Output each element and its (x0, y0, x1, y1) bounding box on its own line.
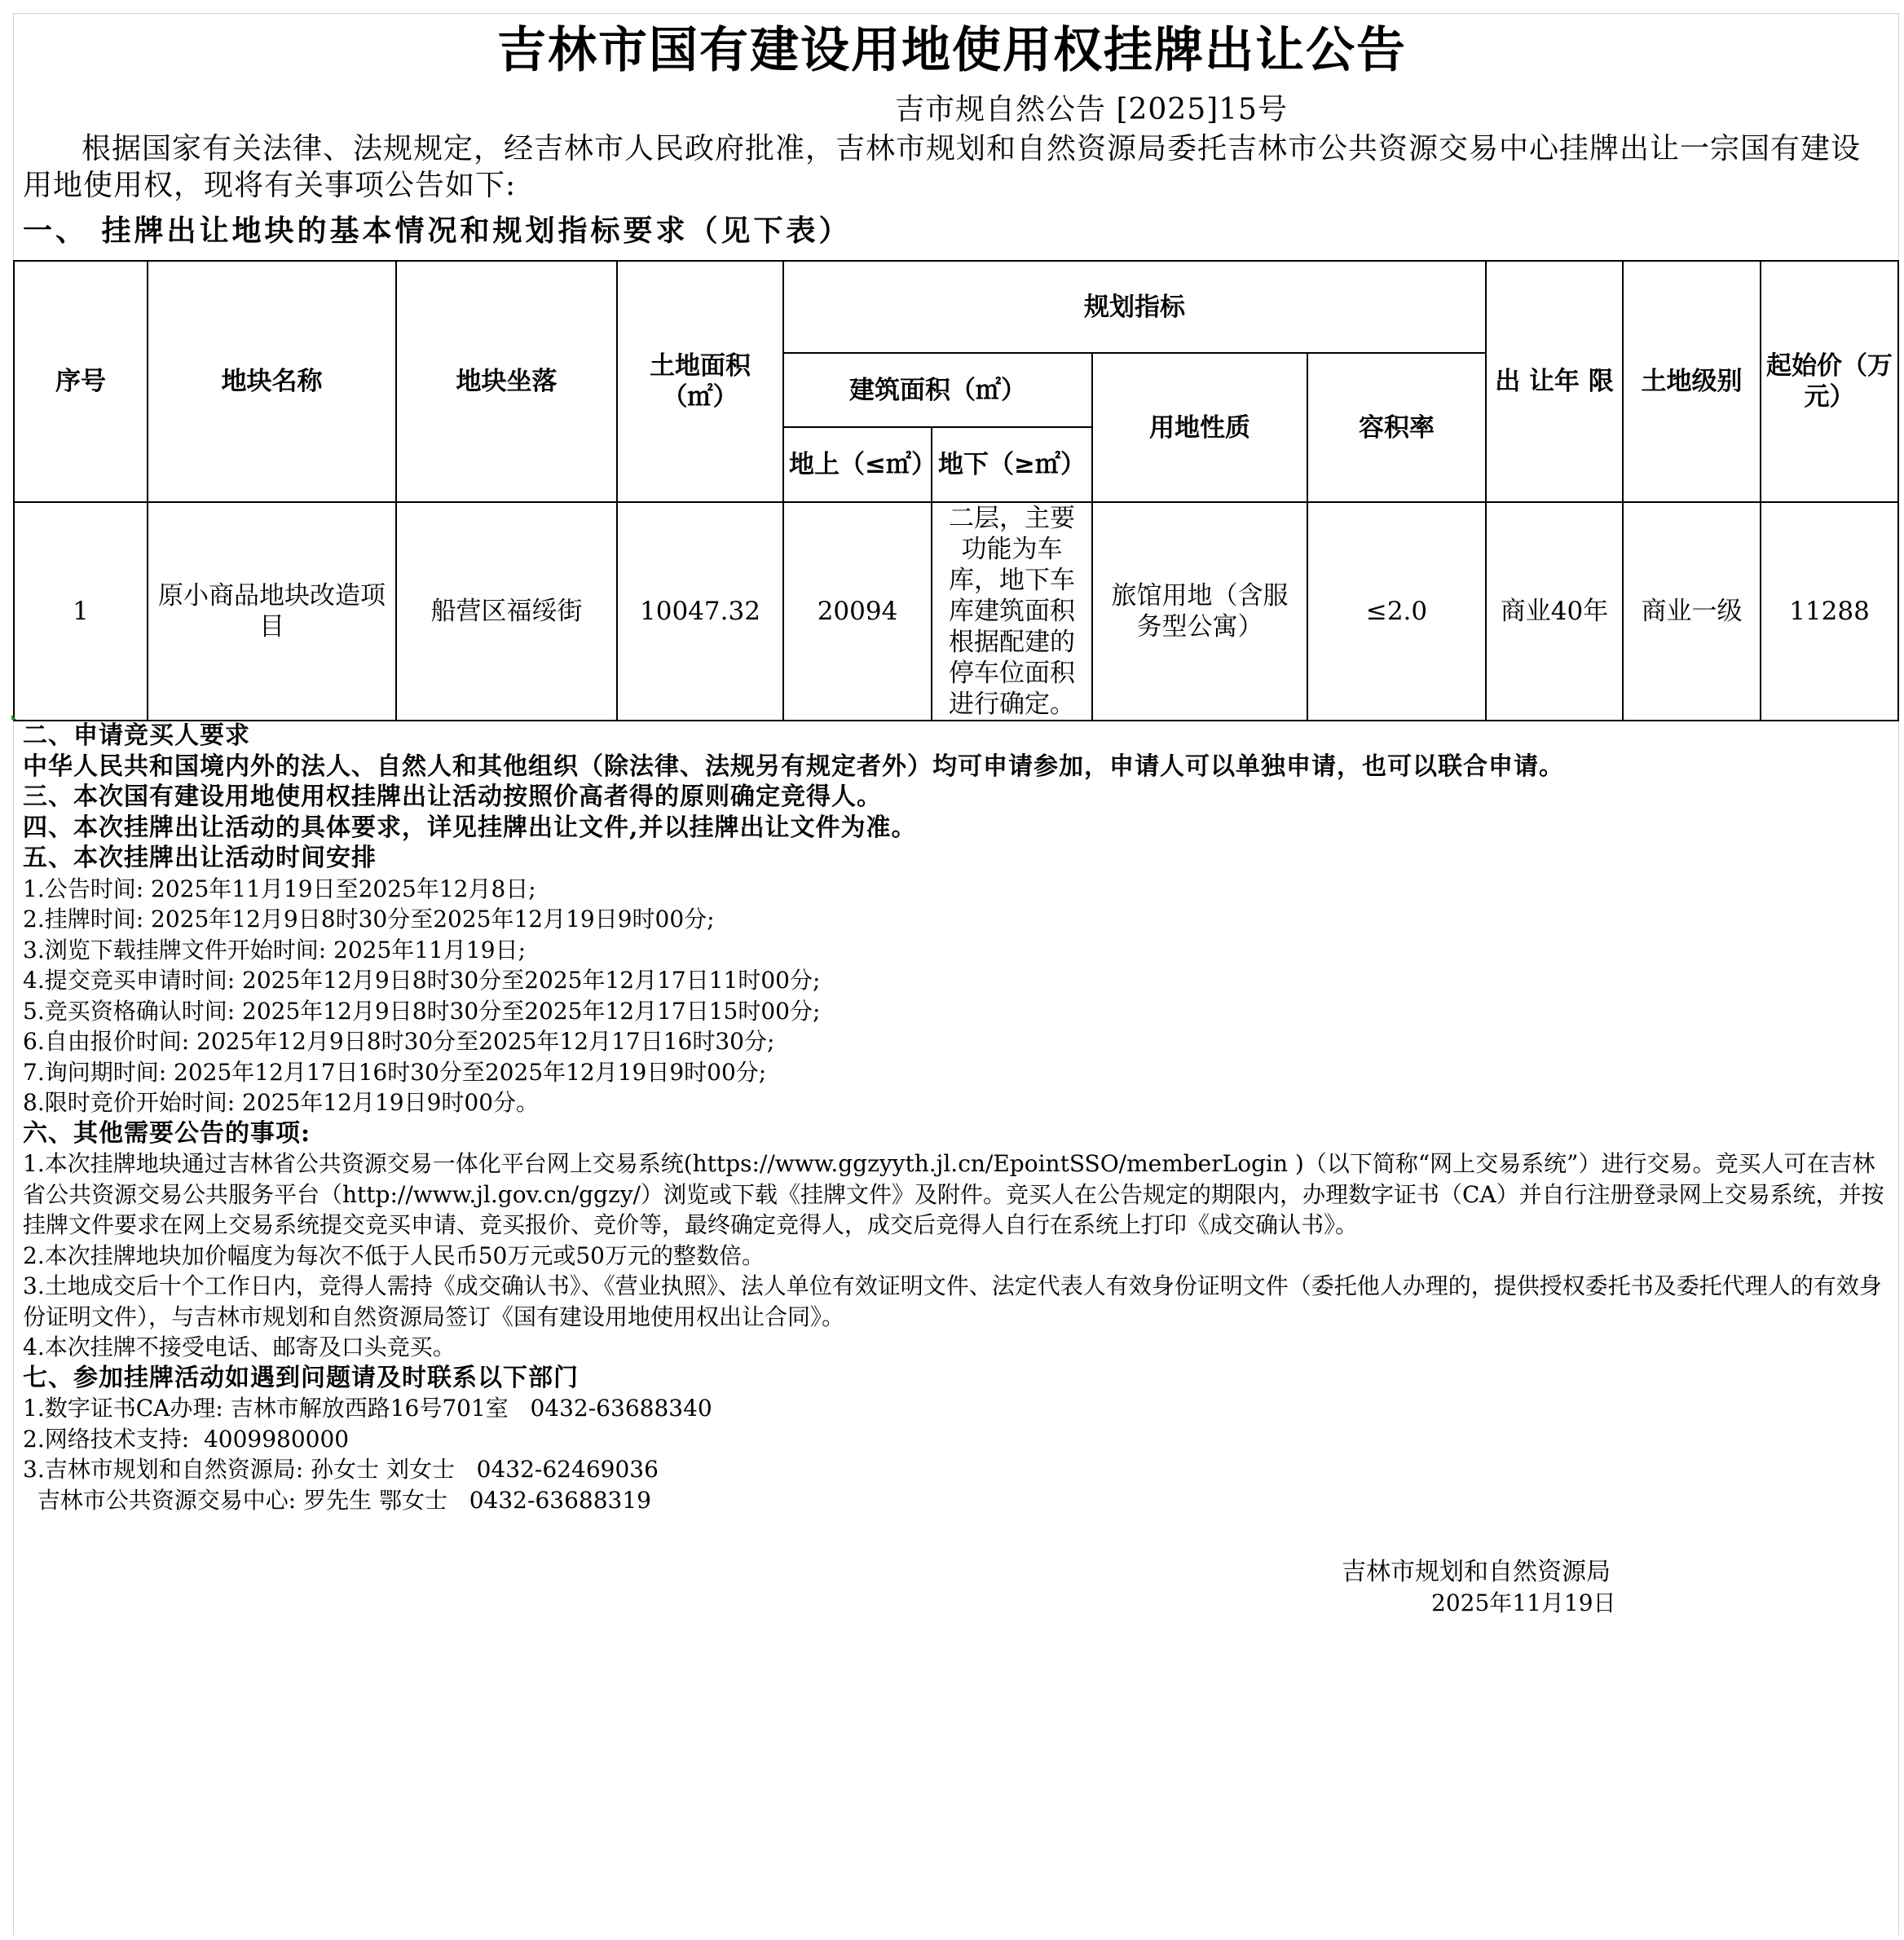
schedule-item: 6.自由报价时间: 2025年12月9日8时30分至2025年12月17日16时30分; (23, 1028, 775, 1055)
schedule-item: 3.浏览下载挂牌文件开始时间: 2025年11月19日; (23, 936, 526, 963)
header-far: 容积率 (1307, 353, 1486, 502)
header-above: 地上（≤㎡） (783, 427, 932, 502)
header-planning: 规划指标 (783, 261, 1486, 353)
header-price: 起始价（万元） (1761, 261, 1898, 502)
header-term: 出 让年 限 (1486, 261, 1623, 502)
cell-seq: 1 (14, 502, 148, 721)
page-title: 吉林市国有建设用地使用权挂牌出让公告 (497, 22, 1407, 79)
contact-item: 2.网络技术支持: 4009980000 (23, 1425, 350, 1453)
header-seq: 序号 (14, 261, 148, 502)
header-name: 地块名称 (148, 261, 396, 502)
notice-item: 3.土地成交后十个工作日内，竞得人需持《成交确认书》、《营业执照》、法人单位有效证明文件、法定代表人有效身份证明文件（委托他人办理的，提供授权委托书及委托代理人的有效身份证明文件），与吉林市规划和自然资源局签订《国有建设用地使用权出让合同》。 (23, 1272, 1882, 1330)
signature: 吉林市规划和自然资源局 (1342, 1558, 1611, 1586)
contact-item: 吉林市公共资源交易中心: 罗先生 鄂女士 0432-63688319 (23, 1486, 651, 1514)
cell-usage: 旅馆用地（含服务型公寓） (1092, 502, 1307, 721)
notice-item: 4.本次挂牌不接受电话、邮寄及口头竞买。 (23, 1334, 456, 1360)
schedule-item: 7.询问期时间: 2025年12月17日16时30分至2025年12月19日9时00分; (23, 1058, 767, 1086)
schedule-item: 2.挂牌时间: 2025年12月9日8时30分至2025年12月19日9时00分; (23, 906, 715, 933)
cell-area: 10047.32 (617, 502, 783, 721)
corner-marker (11, 715, 16, 720)
cell-term: 商业40年 (1486, 502, 1623, 721)
schedule-item: 5.竞买资格确认时间: 2025年12月9日8时30分至2025年12月17日15时00分; (23, 997, 821, 1025)
schedule-item: 4.提交竞买申请时间: 2025年12月9日8时30分至2025年12月17日11时00分; (23, 967, 821, 994)
header-location: 地块坐落 (396, 261, 617, 502)
document-number: 吉市规自然公告 [2025]15号 (895, 93, 1288, 126)
notice-item: 2.本次挂牌地块加价幅度为每次不低于人民币50万元或50万元的整数倍。 (23, 1241, 765, 1269)
cell-name: 原小商品地块改造项目 (148, 502, 396, 721)
contact-item: 1.数字证书CA办理: 吉林市解放西路16号701室 0432-63688340 (23, 1395, 712, 1422)
section-2-body: 中华人民共和国境内外的法人、自然人和其他组织（除法律、法规另有规定者外）均可申请参加，申请人可以单独申请，也可以联合申请。 (23, 752, 1564, 781)
section-7-title: 七、参加挂牌活动如遇到问题请及时联系以下部门 (23, 1363, 579, 1392)
intro-paragraph: 根据国家有关法律、法规规定，经吉林市人民政府批准，吉林市规划和自然资源局委托吉林市公共资源交易中心挂牌出让一宗国有建设用地使用权，现将有关事项公告如下: (23, 132, 1862, 202)
notice-body (23, 721, 1889, 1515)
schedule-item: 1.公告时间: 2025年11月19日至2025年12月8日; (23, 875, 536, 902)
table-row (14, 502, 1898, 721)
header-grade: 土地级别 (1623, 261, 1761, 502)
header-building-area: 建筑面积（㎡） (783, 353, 1092, 427)
cell-above: 20094 (783, 502, 932, 721)
header-below: 地下（≥㎡） (932, 427, 1092, 502)
section-6-title: 六、其他需要公告的事项: (23, 1118, 311, 1148)
signature-date: 2025年11月19日 (1431, 1589, 1616, 1616)
cell-below: 二层，主要功能为车库，地下车库建筑面积根据配建的停车位面积进行确定。 (932, 502, 1092, 721)
section-5-title: 五、本次挂牌出让活动时间安排 (23, 844, 377, 872)
cell-far: ≤2.0 (1307, 502, 1486, 721)
header-usage: 用地性质 (1092, 353, 1307, 502)
section-3: 三、本次国有建设用地使用权挂牌出让活动按照价高者得的原则确定竞得人。 (23, 783, 882, 811)
notice-item: 1.本次挂牌地块通过吉林省公共资源交易一体化平台网上交易系统(https://www.ggzyyth.jl.cn/EpointSSO/memberLogin )（以下简称“网上交易系统”）进行交易。竞买人可在吉林省公共资源交易公共服务平台（http://www.jl.gov.cn/ggzy/）浏览或下载《挂牌文件》及附件。竞买人在公告规定的期限内，办理数字证书（CA）并自行注册登录网上交易系统，并按挂牌文件要求在网上交易系统提交竞买申请、竞买报价、竞价等，最终确定竞得人，成交后竞得人自行在系统上打印《成交确认书》。 (23, 1150, 1884, 1238)
schedule-item: 8.限时竞价开始时间: 2025年12月19日9时00分。 (23, 1089, 540, 1116)
section-1-title: 一、 挂牌出让地块的基本情况和规划指标要求（见下表） (23, 214, 852, 248)
header-area: 土地面积（㎡） (617, 261, 783, 502)
section-2-title: 二、申请竞买人要求 (23, 721, 250, 750)
contact-item: 3.吉林市规划和自然资源局: 孙女士 刘女士 0432-62469036 (23, 1456, 659, 1483)
cell-location: 船营区福绥街 (396, 502, 617, 721)
cell-price: 11288 (1761, 502, 1898, 721)
land-parcel-table (13, 260, 1899, 721)
cell-grade: 商业一级 (1623, 502, 1761, 721)
section-4: 四、本次挂牌出让活动的具体要求，详见挂牌出让文件,并以挂牌出让文件为准。 (23, 813, 917, 842)
